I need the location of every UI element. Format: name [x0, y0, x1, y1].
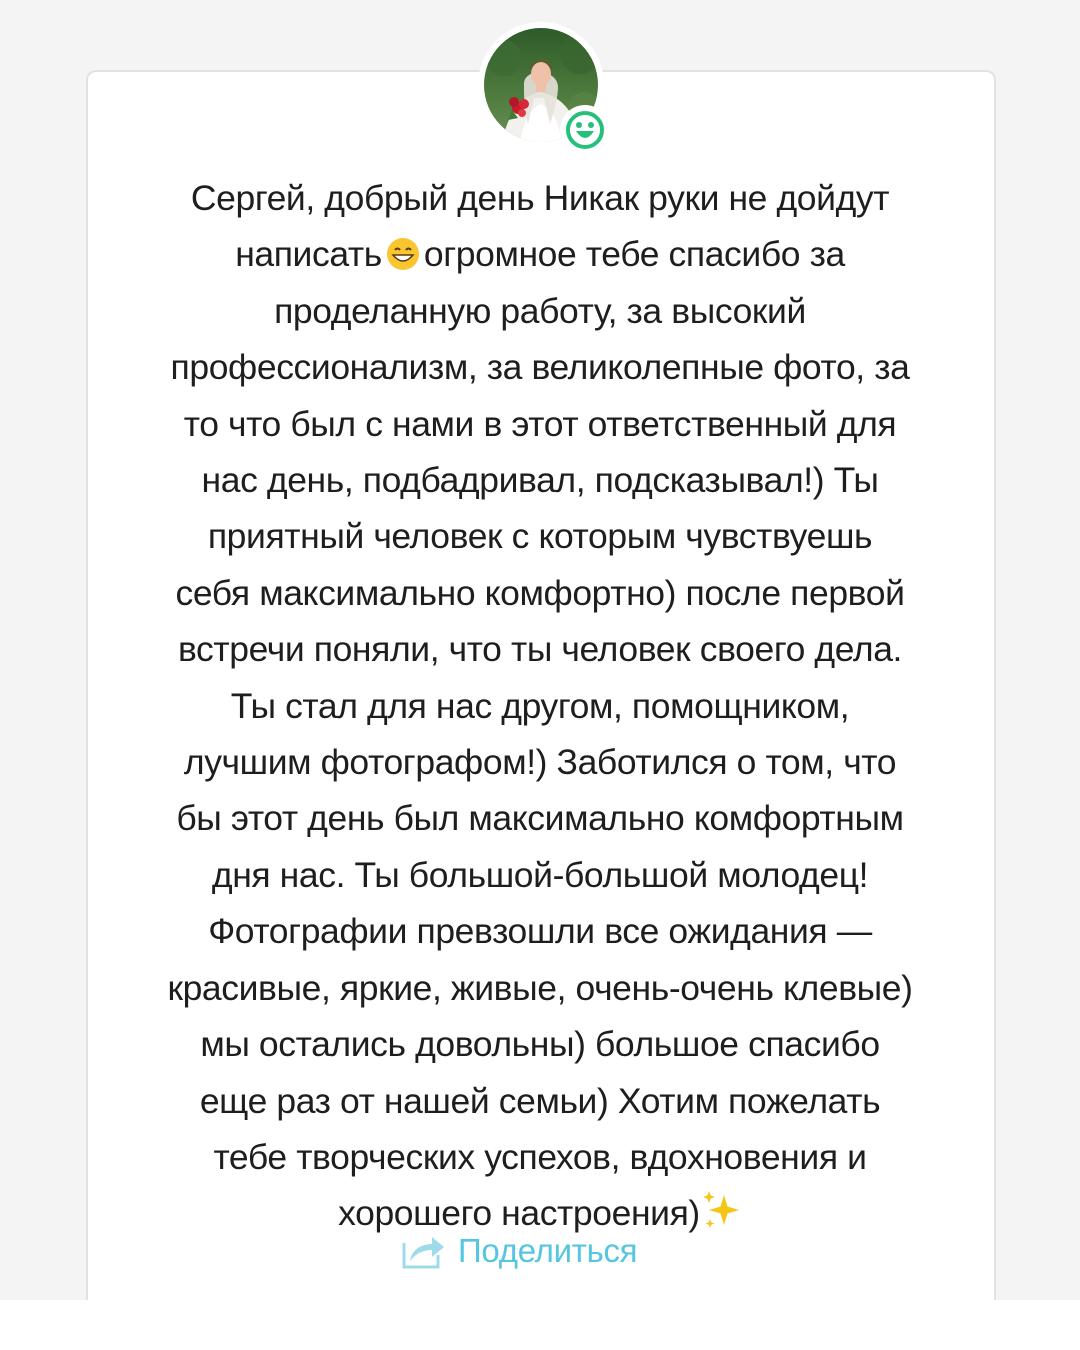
review-line-text: себя максимально комфортно) после первой — [175, 572, 905, 613]
review-line — [100, 960, 980, 1016]
review-line-text: еще раз от нашей семьи) Хотим пожелать — [199, 1080, 881, 1121]
review-line-text: хорошего настроения) — [338, 1193, 700, 1234]
review-line — [100, 903, 980, 959]
review-line-text: приятный человек с которым чувствуешь — [207, 516, 873, 557]
review-line-text: тебе творческих успехов, вдохновения и — [213, 1136, 867, 1177]
review-line — [100, 1129, 980, 1185]
smiley-face-icon — [560, 105, 610, 155]
sparkles-emoji — [700, 1189, 742, 1233]
review-line-text: бы этот день был максимально комфортным — [176, 798, 904, 839]
review-line-text: красивые, яркие, живые, очень-очень клевые) — [167, 967, 913, 1008]
review-line-text: Сергей, добрый день Никак руки не дойдут — [190, 178, 890, 218]
review-line-text: Фотографии превзошли все ожидания — — [208, 911, 872, 952]
review-line — [100, 847, 980, 903]
review-line — [100, 283, 980, 339]
review-line-text: огромное тебе спасибо за — [423, 234, 845, 275]
review-text — [100, 170, 980, 1242]
review-line — [100, 396, 980, 452]
review-line-text: нас день, подбадривал, подсказывал!) Ты — [201, 460, 879, 501]
review-line — [100, 452, 980, 508]
review-line-text: то что был с нами в этот ответственный для — [183, 403, 897, 444]
review-line-text: лучшим фотографом!) Заботился о том, что — [183, 742, 897, 783]
review-line — [100, 621, 980, 677]
review-line-text: встречи поняли, что ты человек своего дела. — [177, 629, 903, 670]
review-line — [100, 170, 980, 226]
grinning-face-emoji — [386, 237, 420, 271]
review-line — [100, 734, 980, 790]
review-line — [100, 508, 980, 564]
review-line-text: мы остались довольны) большое спасибо — [200, 1024, 880, 1065]
review-line-text: профессионализм, за великолепные фото, за — [170, 347, 910, 388]
share-button[interactable] — [400, 1226, 637, 1276]
review-line — [100, 1016, 980, 1072]
review-line — [100, 226, 980, 282]
review-line-text: дня нас. Ты большой-большой молодец! — [211, 854, 869, 895]
review-line — [100, 565, 980, 621]
share-icon — [400, 1231, 448, 1271]
review-line-text: проделанную работу, за высокий — [274, 290, 806, 331]
review-line — [100, 678, 980, 734]
review-line — [100, 1073, 980, 1129]
review-line-text: Ты стал для нас другом, помощником, — [230, 685, 850, 726]
share-label: Поделиться — [458, 1232, 638, 1269]
review-line-text: написать — [235, 234, 382, 275]
review-line — [100, 790, 980, 846]
review-line — [100, 339, 980, 395]
bottom-strip — [0, 1300, 1080, 1350]
